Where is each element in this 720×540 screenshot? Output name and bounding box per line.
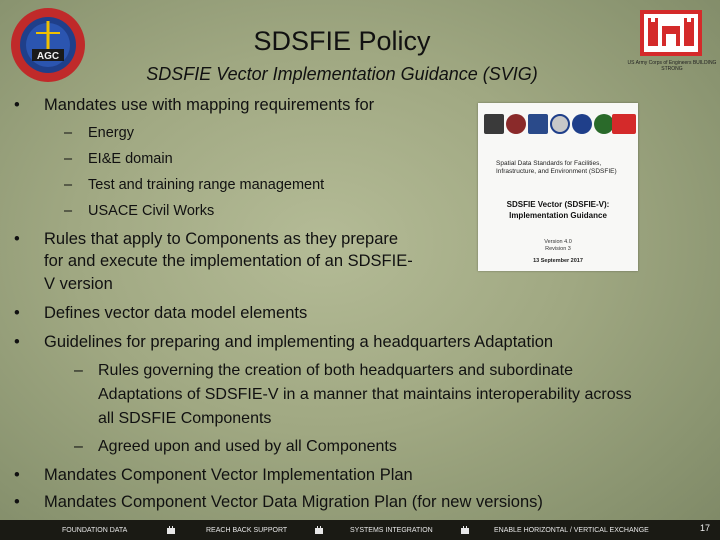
sub-bullet-text: all SDSFIE Components	[98, 410, 272, 427]
seal-icon	[550, 114, 570, 134]
sub-bullet-text: Rules governing the creation of both headquarters and subordinate	[98, 362, 573, 379]
bullet-text: Mandates Component Vector Implementation Plan	[44, 466, 413, 484]
dash-icon: –	[64, 203, 73, 219]
bullet-text: Mandates Component Vector Data Migration Plan (for new versions)	[44, 493, 543, 511]
bullet-text: Guidelines for preparing and implementing a headquarters Adaptation	[44, 333, 554, 351]
usace-logo-text: US Army Corps of Engineers BUILDING STRONG	[627, 60, 717, 72]
doc-cover-revision-line: Revision 3	[545, 246, 571, 252]
bullet-dot-icon: •	[14, 230, 20, 248]
bullet-dot-icon: •	[14, 333, 20, 351]
bullet-text: Mandates use with mapping requirements for	[44, 96, 375, 114]
bullet-dot-icon: •	[14, 304, 20, 322]
footer-item-enable-exchange: ENABLE HORIZONTAL / VERTICAL EXCHANGE	[494, 527, 649, 534]
doc-cover-title: Spatial Data Standards for Facilities, Infrastructure, and Environment (SDSFIE)	[496, 160, 617, 175]
slide-subtitle: SDSFIE Vector Implementation Guidance (SVIG)	[146, 64, 538, 84]
castle-icon	[460, 525, 470, 535]
slide-title: SDSFIE Policy	[253, 26, 431, 56]
dash-icon: –	[64, 151, 73, 167]
footer-item-reach-back-support: REACH BACK SUPPORT	[206, 527, 288, 534]
doc-cover-version-line: Version 4.0	[544, 239, 572, 245]
bullet-text: V version	[44, 275, 113, 293]
bullet-text: for and execute the implementation of an SDSFIE-	[44, 252, 413, 270]
seal-icon	[572, 114, 592, 134]
dash-icon: –	[64, 177, 73, 193]
sub-bullet-text: Test and training range management	[88, 177, 325, 193]
seal-icon	[594, 114, 614, 134]
sub-bullet-text: USACE Civil Works	[88, 203, 215, 219]
bullet-dot-icon: •	[14, 466, 20, 484]
sub-bullet-text: Agreed upon and used by all Components	[98, 438, 397, 455]
sub-bullet-text: Adaptations of SDSFIE-V in a manner that maintains interoperability across	[98, 386, 632, 403]
dash-icon: –	[64, 125, 73, 141]
seal-icon	[506, 114, 526, 134]
dash-icon: –	[74, 438, 83, 455]
doc-cover-date: 13 September 2017	[533, 258, 583, 264]
doc-cover-version	[478, 239, 638, 253]
footer-item-systems-integration: SYSTEMS INTEGRATION	[350, 527, 433, 534]
bullet-text: Rules that apply to Components as they prepare	[44, 230, 399, 248]
seal-icon	[528, 114, 548, 134]
sub-bullet-text: EI&E domain	[88, 151, 173, 167]
footer-bar	[0, 520, 720, 540]
sub-bullet-text: Energy	[88, 125, 134, 141]
document-cover-image	[478, 103, 638, 271]
doc-cover-logo-strip	[484, 111, 634, 139]
doc-cover-heading: SDSFIE Vector (SDSFIE-V): Implementation Guidance	[506, 200, 610, 220]
dash-icon: –	[74, 362, 83, 379]
castle-icon	[166, 525, 176, 535]
footer-item-foundation-data: FOUNDATION DATA	[62, 527, 128, 534]
bullet-dot-icon: •	[14, 96, 20, 114]
page-number: 17	[699, 523, 710, 533]
agc-logo-text: AGC	[36, 51, 60, 62]
castle-icon	[314, 525, 324, 535]
ngis-logo-icon	[484, 114, 504, 134]
bullet-dot-icon: •	[14, 493, 20, 511]
bullet-text: Defines vector data model elements	[44, 304, 308, 322]
usace-small-logo-icon	[612, 114, 636, 134]
